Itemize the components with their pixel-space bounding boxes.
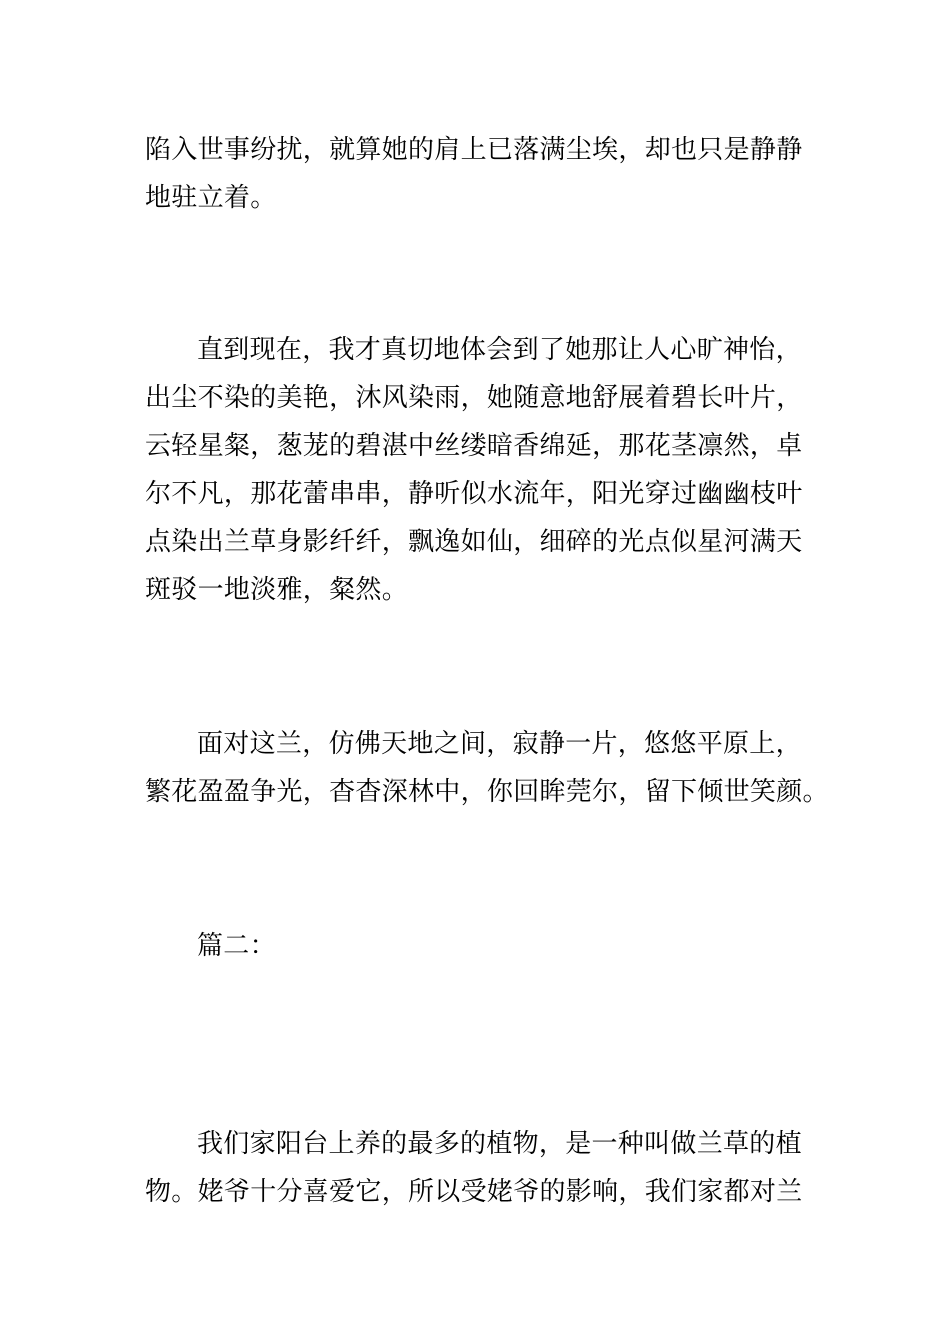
paragraph-3-line-1: 面对这兰，仿佛天地之间，寂静一片，悠悠平原上， [197, 729, 802, 759]
paragraph-2-line-6: 斑驳一地淡雅，粲然。 [145, 575, 409, 605]
paragraph-1-line-2: 地驻立着。 [145, 183, 277, 213]
paragraph-2-line-2: 出尘不染的美艳，沐风染雨，她随意地舒展着碧长叶片， [145, 383, 803, 413]
paragraph-1-line-1: 陷入世事纷扰，就算她的肩上已落满尘埃，却也只是静静 [145, 135, 803, 165]
paragraph-4-line-2: 物。姥爷十分喜爱它，所以受姥爷的影响，我们家都对兰 [145, 1177, 803, 1207]
paragraph-2-line-5: 点染出兰草身影纤纤，飘逸如仙，细碎的光点似星河满天 [145, 527, 803, 557]
paragraph-3-line-2: 繁花盈盈争光，杳杳深林中，你回眸莞尔，留下倾世笑颜。 [145, 777, 829, 807]
paragraph-2-line-3: 云轻星粲，葱茏的碧湛中丝缕暗香绵延，那花茎凛然，卓 [145, 431, 803, 461]
paragraph-2-line-4: 尔不凡，那花蕾串串，静听似水流年，阳光穿过幽幽枝叶 [145, 479, 803, 509]
paragraph-2-line-1: 直到现在，我才真切地体会到了她那让人心旷神怡， [197, 335, 802, 365]
paragraph-4-line-1: 我们家阳台上养的最多的植物，是一种叫做兰草的植 [197, 1129, 802, 1159]
section-heading: 篇二： [197, 931, 276, 961]
